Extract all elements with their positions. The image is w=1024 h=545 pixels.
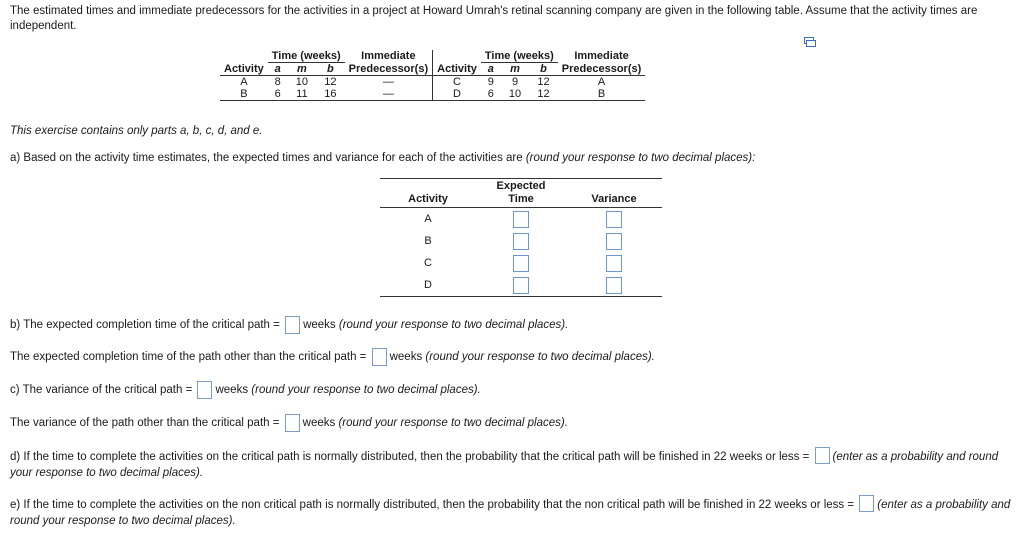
expected-time-cell: [476, 208, 566, 231]
expected-label: Expected: [496, 180, 546, 192]
part-d-question: [10, 447, 1015, 481]
unit-label: weeks: [302, 417, 339, 430]
copy-icon[interactable]: [804, 37, 816, 47]
activity-header: Activity: [220, 63, 268, 76]
predecessor-cell: B: [558, 88, 646, 101]
expected-time-cell: [476, 252, 566, 274]
probability-hint: (enter as a probability and round your response to two decimal places).: [10, 451, 999, 479]
time-label: Time: [508, 193, 534, 205]
round-hint: (round your response to two decimal places).: [425, 351, 655, 364]
b-cell: 12: [529, 88, 558, 101]
unit-label: weeks: [389, 351, 426, 364]
noncritical-path-probability-input[interactable]: [859, 495, 874, 512]
activity-header: Activity: [380, 179, 476, 208]
activity-cell: C: [453, 76, 461, 88]
expected-time-input-c[interactable]: [513, 255, 529, 272]
a-cell: 6: [268, 88, 288, 101]
part-a-hint: (round your response to two decimal places):: [525, 152, 756, 164]
immediate-header: Immediate: [345, 50, 433, 63]
expected-time-cell: [476, 274, 566, 297]
expected-time-header: [476, 179, 566, 208]
part-c-other-line: [10, 414, 568, 432]
round-hint: (round your response to two decimal places).: [251, 384, 481, 397]
unit-label: weeks: [303, 319, 339, 332]
table-row: [220, 88, 645, 101]
a-header: a: [481, 63, 501, 76]
exercise-note: This exercise contains only parts a, b, c, d, and e.: [10, 125, 263, 137]
a-cell: 8: [274, 76, 281, 88]
expected-variance-table: [380, 178, 662, 297]
predecessor-cell: —: [345, 88, 433, 101]
part-d-text: d) If the time to complete the activities on the critical path is normally distributed, then the probability that the critical path will be finished in 22 weeks or less =: [10, 451, 813, 463]
b-header: b: [316, 63, 345, 76]
time-weeks-header: Time (weeks): [481, 50, 558, 63]
variance-input-c[interactable]: [606, 255, 622, 272]
expected-time-input-b[interactable]: [513, 233, 529, 250]
activity-cell: A: [424, 213, 432, 225]
other-path-time-input[interactable]: [372, 348, 387, 366]
part-b-other-text: The expected completion time of the path other than the critical path =: [10, 351, 370, 364]
variance-cell: [566, 208, 662, 231]
table-row: [220, 76, 645, 89]
variance-cell: [566, 252, 662, 274]
activity-cell: D: [424, 279, 432, 291]
round-hint: (round your response to two decimal places).: [338, 319, 569, 332]
m-cell: 9: [511, 76, 519, 88]
table-row: [380, 274, 662, 297]
expected-time-cell: [476, 230, 566, 252]
activity-cell: C: [424, 257, 432, 269]
part-e-text: e) If the time to complete the activities on the non critical path is normally distributed, then the probability that the non critical path will be finished in 22 weeks or less =: [10, 499, 858, 511]
critical-path-variance-input[interactable]: [197, 381, 212, 399]
part-a-question: [10, 152, 755, 164]
part-a-text: a) Based on the activity time estimates, the expected times and variance for each of the activities are: [10, 152, 526, 164]
table-row: [380, 208, 662, 231]
immediate-header: Immediate: [574, 50, 629, 63]
a-cell: 6: [481, 88, 501, 101]
m-cell: 10: [501, 88, 530, 101]
activity-cell: B: [220, 88, 268, 101]
variance-input-b[interactable]: [606, 233, 622, 250]
part-b-critical-line: [10, 316, 568, 334]
b-cell: 12: [324, 76, 337, 88]
predecessor-cell: A: [597, 76, 606, 88]
activity-cell: B: [424, 235, 432, 247]
variance-cell: [566, 274, 662, 297]
b-header: b: [529, 63, 558, 76]
expected-time-input-a[interactable]: [513, 211, 529, 228]
activity-header: Activity: [433, 63, 481, 76]
expected-time-input-d[interactable]: [513, 277, 529, 294]
variance-input-d[interactable]: [606, 277, 622, 294]
predecessor-header: Predecessor(s): [345, 63, 433, 76]
critical-path-probability-input[interactable]: [815, 447, 830, 464]
b-cell: 12: [537, 76, 550, 88]
activity-table: [220, 50, 645, 101]
probability-hint: (enter as a probability and round your response to two decimal places).: [10, 499, 1011, 527]
table-row: [380, 230, 662, 252]
critical-path-time-input[interactable]: [285, 316, 300, 334]
a-cell: 9: [487, 76, 494, 88]
table-row: [380, 252, 662, 274]
m-header: m: [501, 63, 530, 76]
m-cell: 11: [288, 88, 317, 101]
time-weeks-header: Time (weeks): [268, 50, 345, 63]
round-hint: (round your response to two decimal places).: [338, 417, 568, 430]
m-header: m: [288, 63, 317, 76]
part-c-critical-text: c) The variance of the critical path =: [10, 384, 196, 397]
problem-intro: The estimated times and immediate predecessors for the activities in a project at Howard Umrah's retinal scanning company are given in the following table. Assume that the activity times are independent.: [10, 5, 978, 32]
variance-header: Variance: [566, 179, 662, 208]
part-c-other-text: The variance of the path other than the critical path =: [10, 417, 283, 430]
unit-label: weeks: [215, 384, 252, 397]
predecessor-header: Predecessor(s): [558, 63, 646, 76]
m-cell: 10: [295, 76, 308, 88]
part-b-other-line: [10, 348, 655, 366]
part-b-critical-text: b) The expected completion time of the critical path =: [10, 319, 284, 332]
other-path-variance-input[interactable]: [285, 414, 300, 432]
part-e-question: [10, 495, 1015, 529]
variance-input-a[interactable]: [606, 211, 622, 228]
predecessor-cell: —: [345, 76, 433, 89]
part-c-critical-line: [10, 381, 481, 399]
activity-cell: A: [240, 76, 248, 88]
variance-cell: [566, 230, 662, 252]
b-cell: 16: [316, 88, 345, 101]
activity-cell: D: [433, 88, 481, 101]
a-header: a: [268, 63, 288, 76]
